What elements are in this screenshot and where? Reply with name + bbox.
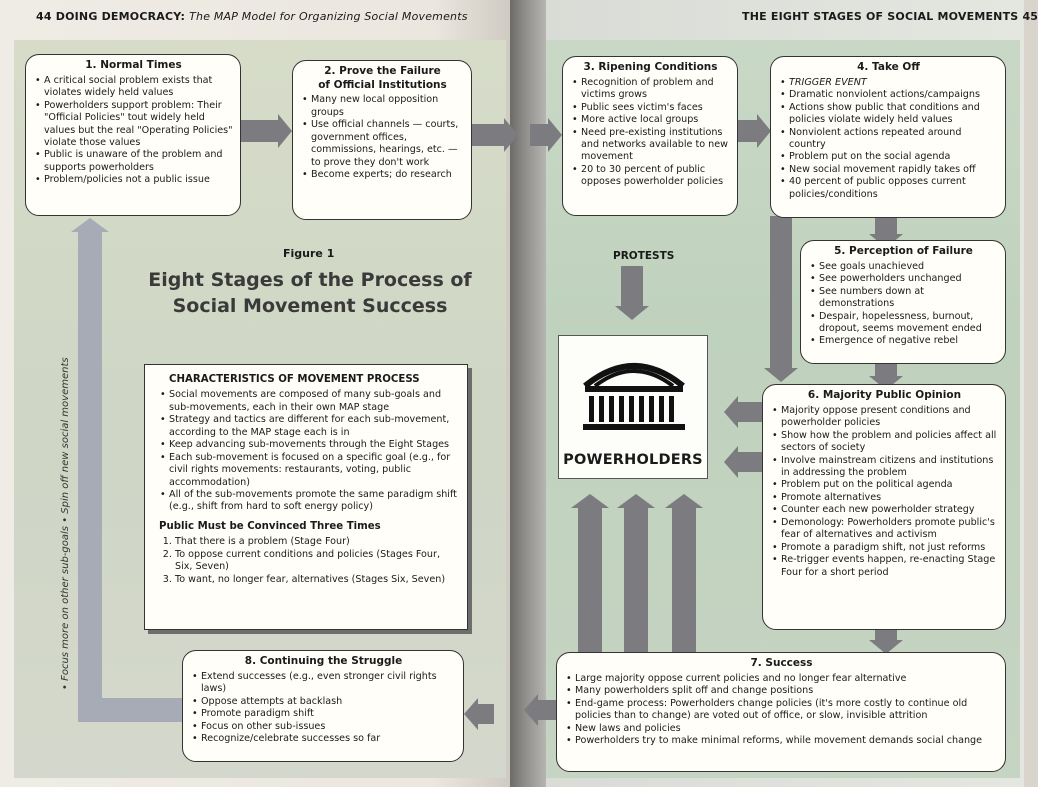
- arrow-stage2-to-stage3-continued: [530, 124, 548, 146]
- stage-5-item: • See numbers down at demonstrations: [819, 286, 998, 311]
- arrow-stage6-to-powerholders-1: [738, 402, 762, 422]
- stage-4-item: • Problem put on the social agenda: [789, 151, 998, 163]
- stage-5-item: • Emergence of negative rebel: [819, 335, 998, 347]
- stage-3-item: • More active local groups: [581, 114, 730, 126]
- stage-5-item: • Despair, hopelessness, burnout, dropout, seems movement ended: [819, 311, 998, 336]
- stage-7-item: • Many powerholders split off and change positions: [575, 685, 998, 697]
- stage-6-item: • Majority oppose present conditions and powerholder policies: [781, 405, 998, 430]
- convinced-item: 1. That there is a problem (Stage Four): [175, 536, 457, 548]
- stage-6-item: • Promote alternatives: [781, 492, 998, 504]
- stage-2-item: • Many new local opposition groups: [311, 94, 464, 119]
- stage-7-item: • Powerholders try to make minimal reforms, while movement demands social change: [575, 735, 998, 747]
- convinced-item: 2. To oppose current conditions and policies (Stages Four, Six, Seven): [175, 549, 457, 574]
- stage-4-item: • New social movement rapidly takes off: [789, 164, 998, 176]
- stage-6-title: 6. Majority Public Opinion: [807, 389, 962, 401]
- stage-7-item: • End-game process: Powerholders change policies (it's more costly to continue old policies than to change) are voted out of office, or slow, invisible attrition: [575, 698, 998, 723]
- stage-7-title: 7. Success: [750, 657, 813, 669]
- right-page-number: 45: [1022, 10, 1038, 23]
- right-page-header: [742, 10, 1038, 23]
- stage-1-box: [25, 54, 241, 216]
- figure-title: [140, 268, 480, 319]
- stage-5-box: [800, 240, 1006, 364]
- arrow-stage5-to-stage6: [875, 362, 897, 376]
- convinced-item: 3. To want, no longer fear, alternatives (Stages Six, Seven): [175, 574, 457, 586]
- stage-8-title: 8. Continuing the Struggle: [244, 655, 403, 667]
- stage-4-item-trigger: • TRIGGER EVENT: [789, 77, 998, 89]
- characteristics-box: [144, 364, 468, 630]
- stage-4-item: • 40 percent of public opposes current policies/conditions: [789, 176, 998, 201]
- stage-8-box: [182, 650, 464, 762]
- stage-3-box: [562, 56, 738, 216]
- stage-2-item: • Use official channels — courts, government offices, commissions, hearings, etc. — to prove they don't work: [311, 119, 464, 169]
- stage-1-item: • A critical social problem exists that violates widely held values: [44, 75, 233, 100]
- arrow-stage2-to-stage3: [470, 124, 504, 146]
- stage-4-item: • Dramatic nonviolent actions/campaigns: [789, 89, 998, 101]
- stage-3-item: • 20 to 30 percent of public opposes powerholder policies: [581, 164, 730, 189]
- stage-2-list: [301, 94, 464, 181]
- left-book-subtitle: The MAP Model for Organizing Social Movements: [189, 10, 468, 23]
- convinced-title: Public Must be Convinced Three Times: [159, 520, 381, 532]
- stage-4-item: • Actions show public that conditions and policies violate widely held values: [789, 102, 998, 127]
- stage-2-title: [301, 65, 464, 92]
- characteristics-list: [159, 389, 457, 514]
- arrow-stage7-to-stage8: [538, 700, 556, 720]
- arrow-stage7-to-stage8-continued: [478, 704, 494, 724]
- capitol-building-icon: [577, 352, 691, 432]
- stage-3-title: 3. Ripening Conditions: [583, 61, 718, 73]
- stage-6-item: • Demonology: Powerholders promote public's fear of alternatives and activism: [781, 517, 998, 542]
- left-page-number: 44: [36, 10, 52, 23]
- characteristics-item: • Keep advancing sub-movements through the Eight Stages: [169, 439, 457, 451]
- stage-4-list: [779, 77, 998, 202]
- arrow-stage4-to-stage5: [875, 216, 897, 234]
- left-page-header: [36, 10, 468, 23]
- arrow-stage4-to-stage6: [770, 216, 792, 368]
- stage-1-item: • Problem/policies not a public issue: [44, 174, 233, 186]
- stage-6-list: [771, 405, 998, 580]
- stage-3-item: • Need pre-existing institutions and networks available to new movement: [581, 127, 730, 164]
- stage-6-box: [762, 384, 1006, 630]
- right-chapter-title: THE EIGHT STAGES OF SOCIAL MOVEMENTS: [742, 10, 1019, 23]
- stage-6-item: • Re-trigger events happen, re-enacting Stage Four for a short period: [781, 554, 998, 579]
- loop-arrow-label: • Focus more on other sub-goals • Spin off new social movements: [60, 357, 71, 690]
- stage-4-title: 4. Take Off: [857, 61, 920, 73]
- stage-3-item: • Recognition of problem and victims grows: [581, 77, 730, 102]
- stage-3-item: • Public sees victim's faces: [581, 102, 730, 114]
- stage-7-item: • Large majority oppose current policies and no longer fear alternative: [575, 673, 998, 685]
- stage-1-item: • Powerholders support problem: Their "Official Policies" tout widely held values but the real "Operating Policies" violate those values: [44, 100, 233, 150]
- stage-2-box: [292, 60, 472, 220]
- stage-8-item: • Promote paradigm shift: [201, 708, 456, 720]
- stage-4-box: [770, 56, 1006, 218]
- stage-8-list: [191, 671, 456, 746]
- stage-4-item: • Nonviolent actions repeated around country: [789, 127, 998, 152]
- protests-label: PROTESTS: [613, 250, 675, 262]
- stage-1-item: • Public is unaware of the problem and supports powerholders: [44, 149, 233, 174]
- arrow-up-to-powerholders-1: [578, 508, 602, 652]
- arrow-stage6-to-powerholders-2: [738, 452, 762, 472]
- stage-3-list: [571, 77, 730, 189]
- stage-8-item: • Recognize/celebrate successes so far: [201, 733, 456, 745]
- arrow-protests-to-powerholders: [621, 266, 643, 306]
- convinced-list: [159, 536, 457, 586]
- arrow-stage3-to-stage4: [737, 120, 757, 142]
- stage-5-list: [809, 261, 998, 348]
- stage-1-list: [34, 75, 233, 187]
- stage-2-title-line2: of Official Institutions: [318, 78, 447, 91]
- stage-6-item: • Counter each new powerholder strategy: [781, 504, 998, 516]
- stage-7-item: • New laws and policies: [575, 723, 998, 735]
- arrow-up-to-powerholders-2: [624, 508, 648, 652]
- stage-6-item: • Involve mainstream citizens and institutions in addressing the problem: [781, 455, 998, 480]
- loop-arrow-vertical: [78, 232, 102, 720]
- figure-label: Figure 1: [283, 247, 335, 260]
- arrow-stage1-to-stage2: [240, 120, 278, 142]
- stage-1-title: 1. Normal Times: [85, 59, 182, 71]
- stage-8-item: • Extend successes (e.g., even stronger civil rights laws): [201, 671, 456, 696]
- stage-8-item: • Oppose attempts at backlash: [201, 696, 456, 708]
- figure-title-line2: Social Movement Success: [172, 294, 448, 317]
- arrow-up-to-powerholders-3: [672, 508, 696, 652]
- stage-5-item: • See goals unachieved: [819, 261, 998, 273]
- characteristics-item: • Strategy and tactics are different for each sub-movement, according to the MAP stage each is in: [169, 414, 457, 439]
- stage-5-title: 5. Perception of Failure: [834, 245, 973, 257]
- stage-6-item: • Show how the problem and policies affect all sectors of society: [781, 430, 998, 455]
- figure-title-line1: Eight Stages of the Process of: [148, 269, 472, 291]
- loop-arrow-horizontal: [78, 698, 182, 722]
- powerholders-box: [558, 335, 708, 479]
- stage-2-title-line1: 2. Prove the Failure: [324, 65, 441, 77]
- characteristics-title: CHARACTERISTICS OF MOVEMENT PROCESS: [169, 374, 420, 385]
- stage-7-list: [565, 673, 998, 748]
- characteristics-item: • Social movements are composed of many sub-goals and sub-movements, each in their own MAP stage: [169, 389, 457, 414]
- characteristics-item: • Each sub-movement is focused on a specific goal (e.g., for civil rights movements: restaurants, voting, public accommodation): [169, 452, 457, 489]
- characteristics-item: • All of the sub-movements promote the same paradigm shift (e.g., shift from hard to soft energy policy): [169, 489, 457, 514]
- stage-8-item: • Focus on other sub-issues: [201, 721, 456, 733]
- stage-5-item: • See powerholders unchanged: [819, 273, 998, 285]
- stage-7-box: [556, 652, 1006, 772]
- stage-6-item: • Promote a paradigm shift, not just reforms: [781, 542, 998, 554]
- stage-2-item: • Become experts; do research: [311, 169, 464, 181]
- left-book-title: DOING DEMOCRACY:: [55, 10, 186, 23]
- powerholders-label: POWERHOLDERS: [563, 452, 703, 468]
- stage-6-item: • Problem put on the political agenda: [781, 479, 998, 491]
